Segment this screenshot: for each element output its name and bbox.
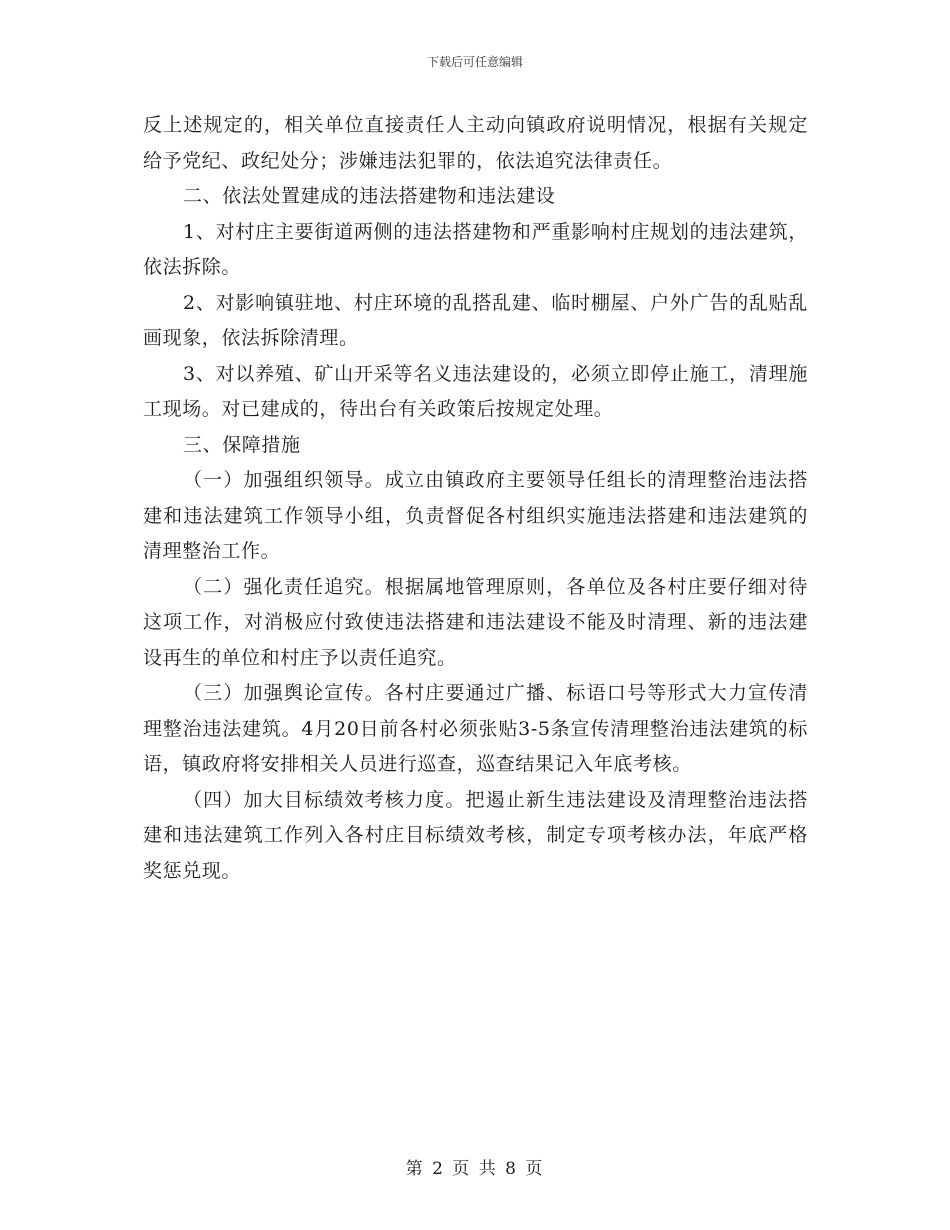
document-body (143, 108, 808, 889)
paragraph: （一）加强组织领导。成立由镇政府主要领导任组长的清理整治违法搭建和违法建筑工作领导小组，负责督促各村组织实施违法搭建和违法建筑的清理整治工作。 (143, 469, 808, 562)
page-number: 第 2 页 共 8 页 (405, 1159, 545, 1179)
paragraph: 3、对以养殖、矿山开采等名义违法建设的，必须立即停止施工，清理施工现场。对已建成的，待出台有关政策后按规定处理。 (143, 362, 808, 420)
paragraph: 反上述规定的，相关单位直接责任人主动向镇政府说明情况，根据有关规定给予党纪、政纪处分；涉嫌违法犯罪的，依法追究法律责任。 (143, 114, 808, 172)
section-heading: 二、依法处置建成的违法搭建物和违法建设 (183, 185, 556, 207)
page-header: 下载后可任意编辑 (426, 55, 523, 69)
paragraph: 2、对影响镇驻地、村庄环境的乱搭乱建、临时棚屋、户外广告的乱贴乱画现象，依法拆除清理。 (143, 291, 808, 349)
paragraph: （三）加强舆论宣传。各村庄要通过广播、标语口号等形式大力宣传清理整治违法建筑。4月20日前各村必须张贴3-5条宣传清理整治违法建筑的标语，镇政府将安排相关人员进行巡查，巡查结果记入年底考核。 (143, 682, 808, 775)
section-heading: 三、保障措施 (183, 433, 301, 456)
paragraph: （二）强化责任追究。根据属地管理原则，各单位及各村庄要仔细对待这项工作，对消极应付致使违法搭建和违法建设不能及时清理、新的违法建设再生的单位和村庄予以责任追究。 (143, 575, 808, 669)
paragraph: 1、对村庄主要街道两侧的违法搭建物和严重影响村庄规划的违法建筑，依法拆除。 (143, 220, 808, 278)
paragraph: （四）加大目标绩效考核力度。把遏止新生违法建设及清理整治违法搭建和违法建筑工作列入各村庄目标绩效考核，制定专项考核办法，年底严格奖惩兑现。 (143, 788, 808, 882)
